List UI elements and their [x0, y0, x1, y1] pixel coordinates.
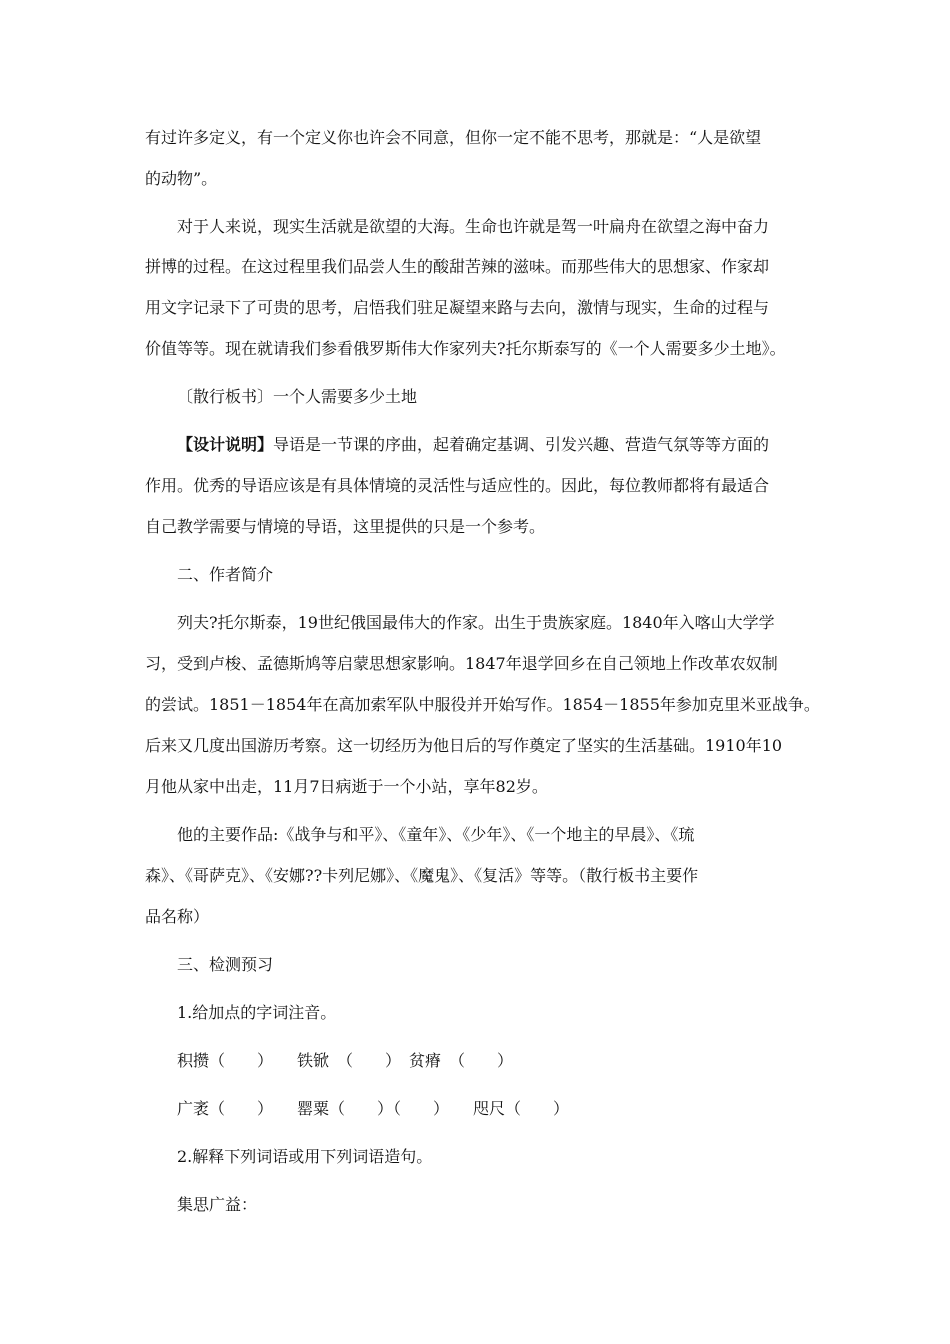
text-line: 森》、《哥萨克》、《安娜??卡列尼娜》、《魔鬼》、《复活》等等。（散行板书主要作	[145, 866, 699, 885]
question-heading: 1.给加点的字词注音。	[177, 1003, 337, 1022]
text-line: 拼博的过程。在这过程里我们品尝人生的酸甜苦辣的滋味。而那些伟大的思想家、作家却	[145, 257, 770, 276]
text-line: 月他从家中出走，11月7日病逝于一个小站，享年82岁。	[145, 777, 548, 796]
design-note-label: 【设计说明】	[177, 435, 274, 454]
text-line: 的动物”。	[145, 169, 218, 188]
text-line: 习，受到卢梭、孟德斯鸠等启蒙思想家影响。1847年退学回乡在自己领地上作改革农奴制	[145, 654, 778, 673]
text-line: 列夫?托尔斯泰，19世纪俄国最伟大的作家。出生于贵族家庭。1840年入喀山大学学	[177, 613, 775, 632]
text-line: 他的主要作品:《战争与和平》、《童年》、《少年》、《一个地主的早晨》、《琉	[177, 825, 695, 844]
pinyin-exercise-row: 积攒（ ） 铁锨 （ ） 贫瘠 （ ）	[177, 1051, 514, 1070]
text-line: 有过许多定义，有一个定义你也许会不同意，但你一定不能不思考，那就是：“人是欲望	[145, 128, 762, 147]
text-line: 作用。优秀的导语应该是有具体情境的灵活性与适应性的。因此，每位教师都将有最适合	[145, 476, 770, 495]
text-line: 价值等等。现在就请我们参看俄罗斯伟大作家列夫?托尔斯泰写的《一个人需要多少土地》。	[145, 339, 786, 358]
text-line: 品名称）	[145, 907, 210, 926]
text-line: 后来又几度出国游历考察。这一切经历为他日后的写作奠定了坚实的生活基础。1910年10	[145, 736, 783, 755]
section-heading: 二、作者简介	[177, 565, 274, 584]
pinyin-exercise-row: 广袤（ ） 罂粟（ ）（ ） 咫尺（ ）	[177, 1099, 570, 1118]
question-heading: 2.解释下列词语或用下列词语造句。	[177, 1147, 433, 1166]
section-heading: 三、检测预习	[177, 955, 274, 974]
design-note	[177, 435, 769, 455]
board-note: 〔散行板书〕一个人需要多少土地	[177, 387, 418, 406]
text-line: 自己教学需要与情境的导语，这里提供的只是一个参考。	[145, 517, 546, 536]
text-line: 用文字记录下了可贵的思考，启悟我们驻足凝望来路与去向，激情与现实，生命的过程与	[145, 298, 770, 317]
text-line: 的尝试。1851－1854年在高加索军队中服役并开始写作。1854－1855年参加克里米亚战争。	[145, 695, 820, 714]
design-note-text: 导语是一节课的序曲，起着确定基调、引发兴趣、营造气氛等等方面的	[273, 435, 770, 454]
vocabulary-item: 集思广益：	[177, 1195, 258, 1214]
text-line: 对于人来说，现实生活就是欲望的大海。生命也许就是驾一叶扁舟在欲望之海中奋力	[177, 217, 770, 236]
